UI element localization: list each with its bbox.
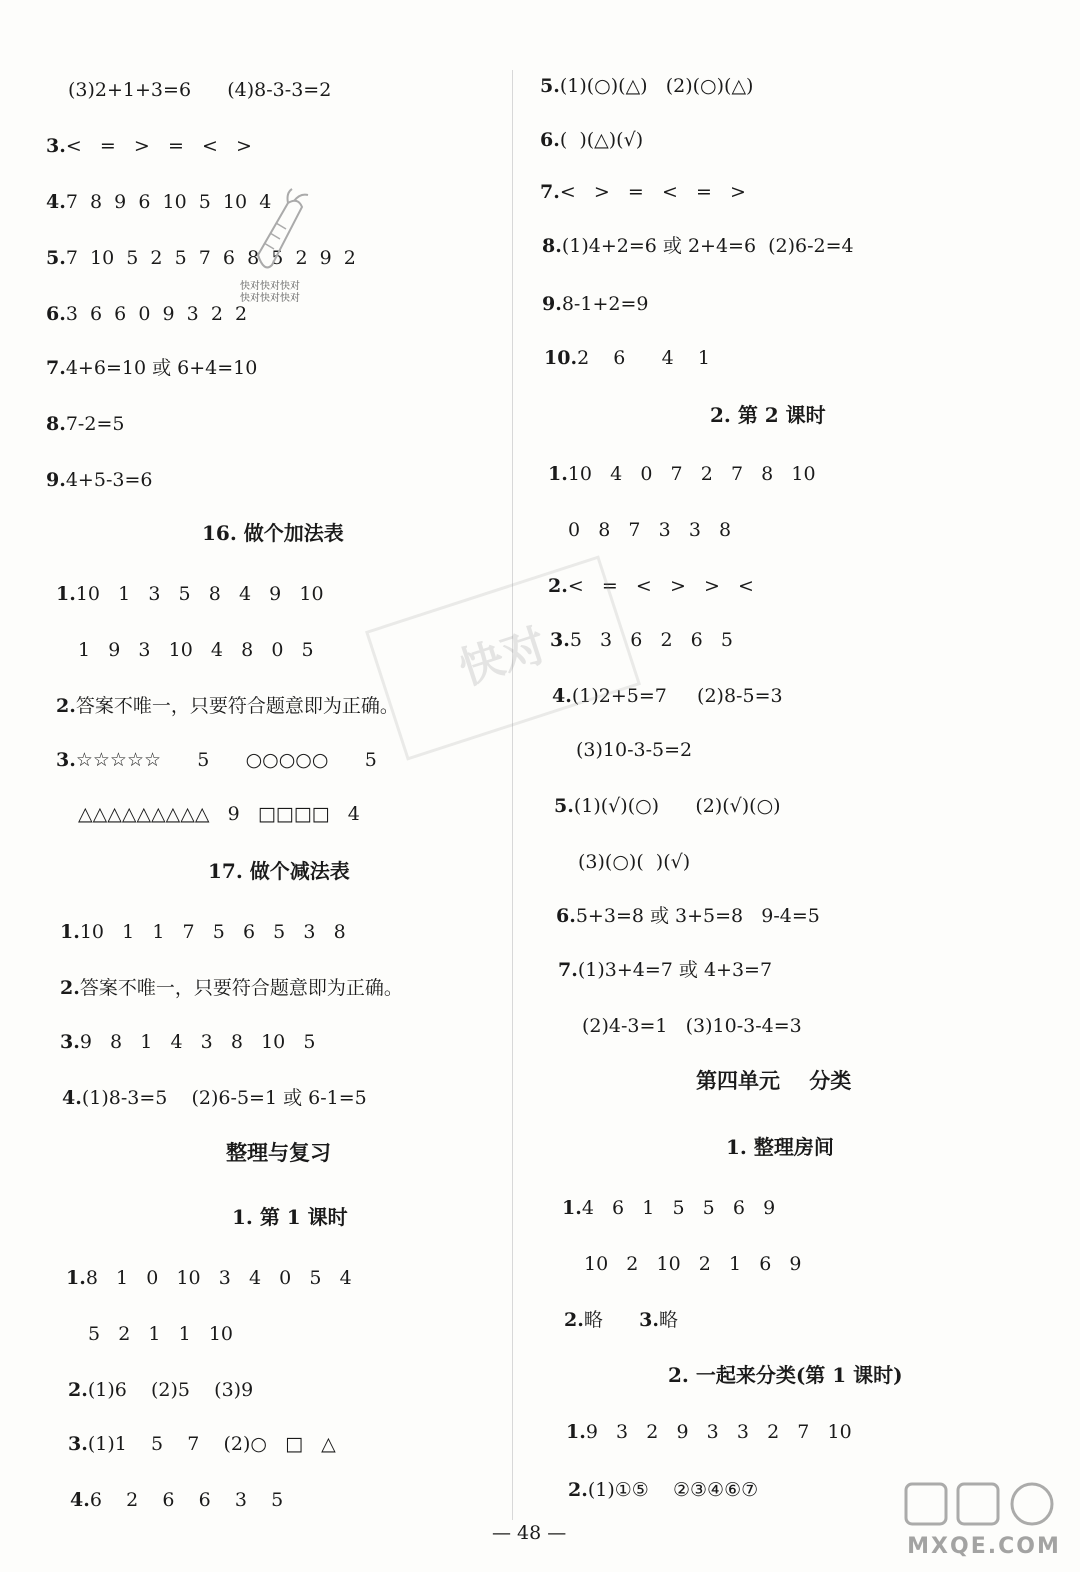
- answer-line: 6.( )(△)(√): [540, 129, 644, 151]
- answer-line: 8.(1)4+2=6 或 2+4=6 (2)6-2=4: [542, 235, 854, 257]
- answer-line: 2.< = < > > <: [548, 575, 754, 597]
- answer-line: (3)10-3-5=2: [576, 739, 693, 761]
- answer-line: 9.4+5-3=6: [46, 469, 153, 491]
- answer-line: 3.< = > = < >: [46, 135, 252, 157]
- answer-line: 1.10 4 0 7 2 7 8 10: [548, 463, 816, 485]
- answer-line: 0 8 7 3 3 8: [568, 519, 732, 541]
- answer-line: 1.4 6 1 5 5 6 9: [562, 1197, 776, 1219]
- lesson-title: 2. 一起来分类(第 1 课时): [668, 1363, 903, 1387]
- answer-line: 3.9 8 1 4 3 8 10 5: [60, 1031, 316, 1053]
- answer-line: 5 2 1 1 10: [88, 1323, 234, 1345]
- answer-line: 2.答案不唯一，只要符合题意即为正确。: [60, 977, 403, 999]
- answer-line: 2.(1)6 (2)5 (3)9: [68, 1379, 254, 1401]
- lesson-title: 1. 整理房间: [726, 1135, 834, 1159]
- brand-url: MXQE.COM: [907, 1534, 1061, 1559]
- answer-line: 2.(1)①⑤ ②③④⑥⑦: [568, 1479, 759, 1501]
- answer-line: 1.10 1 1 7 5 6 5 3 8: [60, 921, 346, 943]
- answer-line: (3)(○)( )(√): [578, 851, 691, 873]
- lesson-title: 2. 第 2 课时: [710, 403, 826, 427]
- answer-line: 1 9 3 10 4 8 0 5: [78, 639, 314, 661]
- answer-line: 10 2 10 2 1 6 9: [584, 1253, 802, 1275]
- logo-caption: 快对快对快对 快对快对快对: [240, 281, 300, 304]
- answer-line: 5.(1)(√)(○) (2)(√)(○): [554, 795, 781, 817]
- page-number: — 48 —: [492, 1522, 567, 1544]
- brand-logo-icon: [898, 1478, 1070, 1534]
- answer-line: (3)2+1+3=6 (4)8-3-3=2: [68, 79, 332, 101]
- site-brand: [898, 1478, 1070, 1568]
- answer-line: 4.(1)2+5=7 (2)8-5=3: [552, 685, 783, 707]
- answer-line: 5.(1)(○)(△) (2)(○)(△): [540, 75, 754, 97]
- answer-line: 8.7-2=5: [46, 413, 125, 435]
- answer-line: 2.答案不唯一，只要符合题意即为正确。: [56, 695, 399, 717]
- answer-line: △△△△△△△△△ 9 □□□□ 4: [78, 803, 360, 825]
- answer-line: 3.5 3 6 2 6 5: [550, 629, 733, 651]
- lesson-title: 1. 第 1 课时: [232, 1205, 348, 1229]
- answer-line: 2.略 3.略: [564, 1309, 678, 1331]
- answer-line: 6.3 6 6 0 9 3 2 2: [46, 303, 248, 325]
- section-title: 16. 做个加法表: [202, 521, 344, 545]
- answer-line: 7.< > = < = >: [540, 181, 746, 203]
- answer-line: 10.2 6 4 1: [544, 347, 710, 369]
- section-title: 整理与复习: [226, 1140, 331, 1165]
- answer-line: (2)4-3=1 (3)10-3-4=3: [582, 1015, 802, 1037]
- section-title: 17. 做个减法表: [208, 859, 350, 883]
- answer-line: 4.6 2 6 6 3 5: [70, 1489, 284, 1511]
- watermark-logo: [228, 185, 312, 315]
- answer-line: 4.7 8 9 6 10 5 10 4: [46, 191, 272, 213]
- answer-line: 3.(1)1 5 7 (2)○ □ △: [68, 1433, 336, 1455]
- answer-line: 9.8-1+2=9: [542, 293, 649, 315]
- unit-title: 第四单元 分类: [696, 1068, 852, 1093]
- answer-line: 1.10 1 3 5 8 4 9 10: [56, 583, 324, 605]
- answer-line: 4.(1)8-3=5 (2)6-5=1 或 6-1=5: [62, 1087, 367, 1109]
- answer-line: 7.(1)3+4=7 或 4+3=7: [558, 959, 773, 981]
- answer-line: 5.7 10 5 2 5 7 6 8 5 2 9 2: [46, 247, 356, 269]
- answer-line: 1.9 3 2 9 3 3 2 7 10: [566, 1421, 852, 1443]
- answer-line: 7.4+6=10 或 6+4=10: [46, 357, 258, 379]
- answer-line: 1.8 1 0 10 3 4 0 5 4: [66, 1267, 352, 1289]
- answer-line: 6.5+3=8 或 3+5=8 9-4=5: [556, 905, 820, 927]
- watermark-stamp: 快对: [365, 555, 641, 760]
- answer-line: 3.☆☆☆☆☆ 5 ○○○○○ 5: [56, 749, 377, 771]
- column-divider: [512, 70, 513, 1520]
- carrot-icon: [228, 185, 312, 281]
